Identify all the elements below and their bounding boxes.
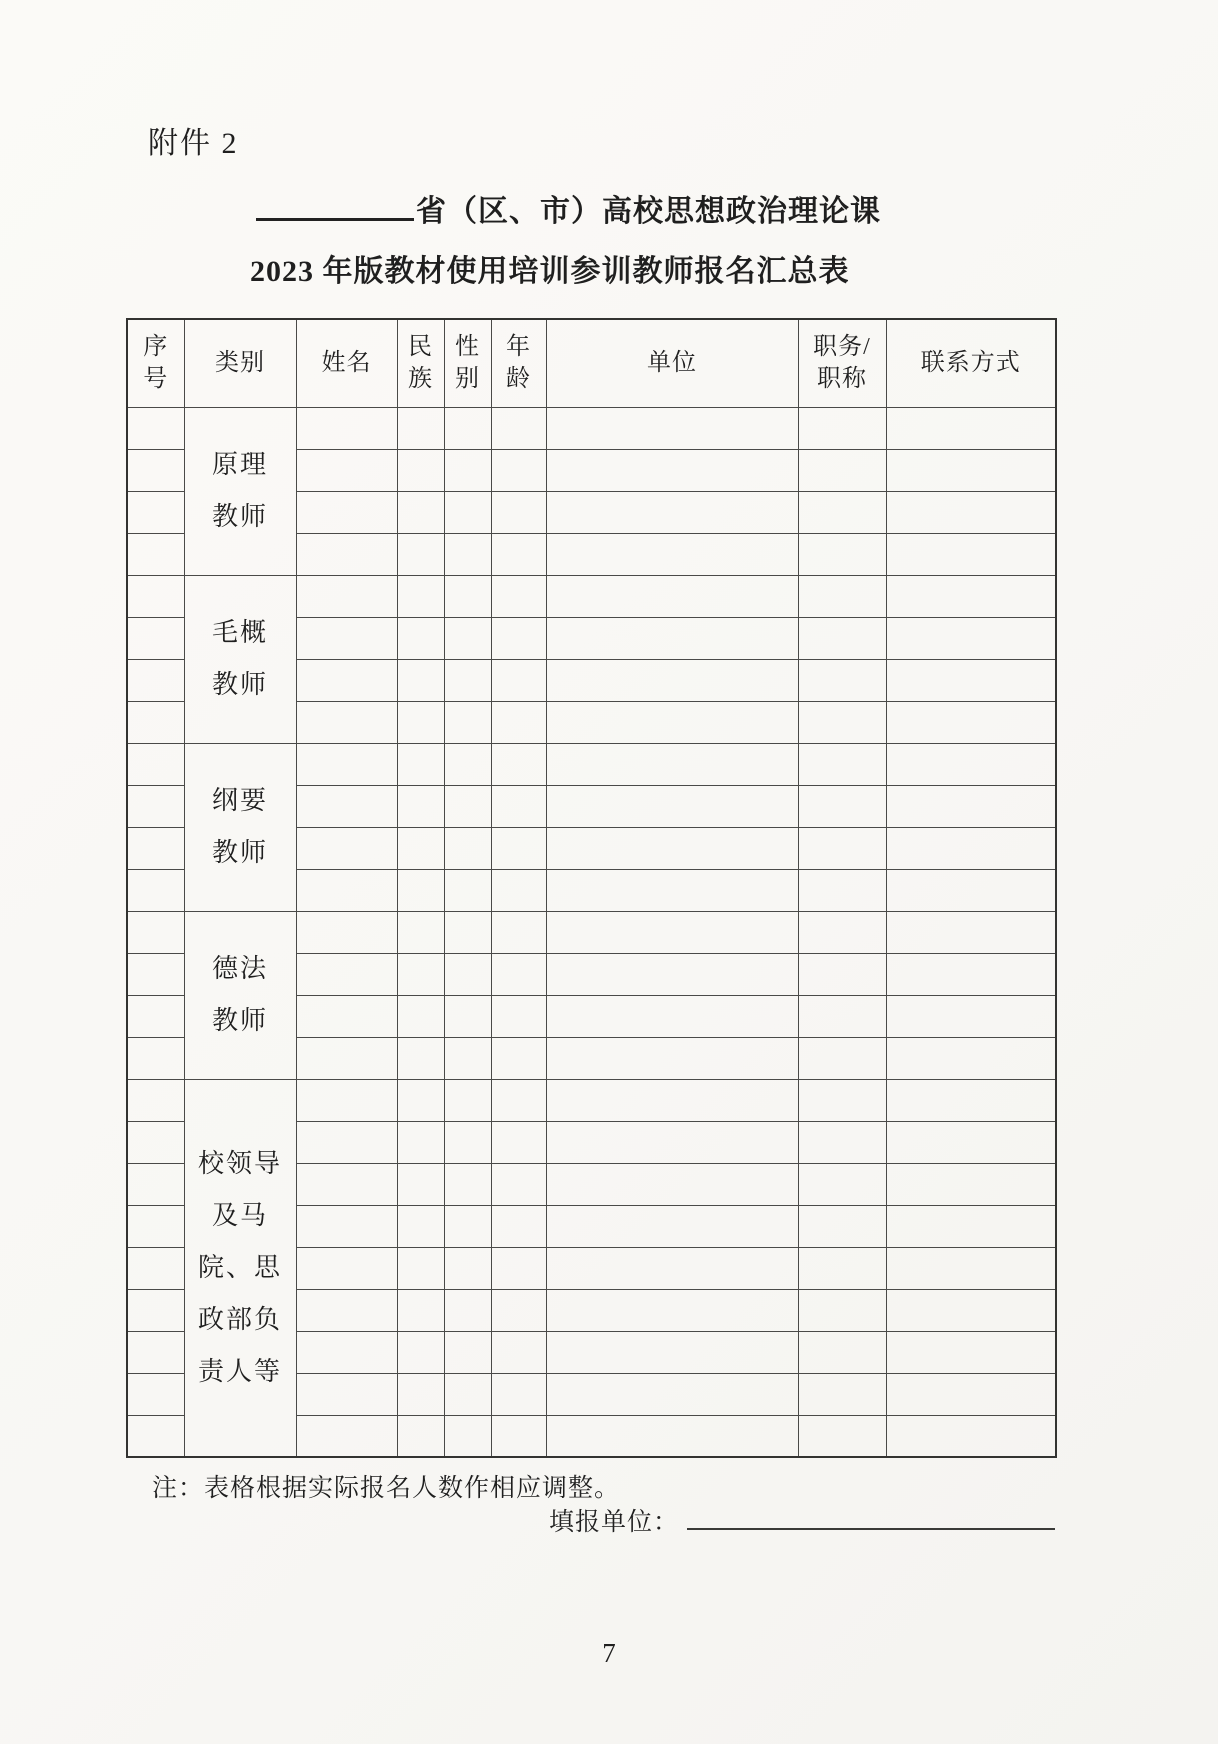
data-cell-empty: [296, 1163, 397, 1205]
data-cell-empty: [444, 1079, 491, 1121]
data-cell-empty: [886, 1163, 1056, 1205]
data-cell-empty: [491, 1331, 546, 1373]
data-cell-empty: [397, 995, 444, 1037]
category-label-line: 教师: [211, 502, 268, 531]
header-text: 姓名: [321, 350, 372, 377]
data-cell-empty: [296, 617, 397, 659]
seq-cell-empty: [127, 911, 184, 953]
data-cell-empty: [296, 1373, 397, 1415]
category-label-line: 校领导: [197, 1148, 282, 1178]
header-text: 类别: [215, 350, 265, 377]
data-cell-empty: [886, 449, 1056, 491]
data-cell-empty: [444, 1373, 491, 1415]
data-cell-empty: [798, 1289, 886, 1331]
data-cell-empty: [546, 1037, 798, 1079]
data-cell-empty: [798, 407, 886, 449]
data-cell-empty: [397, 1163, 444, 1205]
data-cell-empty: [798, 449, 886, 491]
data-cell-empty: [397, 533, 444, 575]
category-label-line: 德法: [211, 954, 268, 983]
data-cell-empty: [886, 1247, 1056, 1289]
data-cell-empty: [798, 911, 886, 953]
data-cell-empty: [491, 953, 546, 995]
data-cell-empty: [546, 995, 798, 1037]
data-cell-empty: [491, 1205, 546, 1247]
data-cell-empty: [444, 533, 491, 575]
data-cell-empty: [444, 1415, 491, 1457]
data-cell-empty: [546, 1373, 798, 1415]
data-cell-empty: [296, 1205, 397, 1247]
data-cell-empty: [491, 659, 546, 701]
report-unit-row: [549, 1502, 1055, 1538]
data-cell-empty: [397, 1331, 444, 1373]
data-cell-empty: [546, 617, 798, 659]
category-label-line: 原理: [211, 450, 268, 479]
seq-cell-empty: [127, 1121, 184, 1163]
category-label-line: 纲要: [211, 786, 268, 815]
data-cell-empty: [886, 1373, 1056, 1415]
data-cell-empty: [444, 491, 491, 533]
data-cell-empty: [798, 785, 886, 827]
data-cell-empty: [296, 995, 397, 1037]
seq-cell-empty: [127, 1289, 184, 1331]
data-cell-empty: [491, 869, 546, 911]
header-text: 号: [143, 366, 169, 393]
data-cell-empty: [798, 1079, 886, 1121]
data-cell-empty: [397, 743, 444, 785]
col-header-position-title: [798, 319, 886, 407]
data-cell-empty: [491, 911, 546, 953]
data-cell-empty: [546, 533, 798, 575]
seq-cell-empty: [127, 575, 184, 617]
data-cell-empty: [798, 575, 886, 617]
data-cell-empty: [886, 1289, 1056, 1331]
data-cell-empty: [886, 659, 1056, 701]
data-cell-empty: [798, 491, 886, 533]
data-cell-empty: [491, 827, 546, 869]
table-note: 注：表格根据实际报名人数作相应调整。: [152, 1475, 621, 1502]
data-cell-empty: [798, 1037, 886, 1079]
data-cell-empty: [296, 953, 397, 995]
province-blank-line: [256, 188, 414, 221]
seq-cell-empty: [127, 953, 184, 995]
data-cell-empty: [444, 659, 491, 701]
data-cell-empty: [491, 449, 546, 491]
data-cell-empty: [886, 407, 1056, 449]
data-cell-empty: [491, 407, 546, 449]
data-cell-empty: [491, 533, 546, 575]
data-cell-empty: [397, 491, 444, 533]
data-cell-empty: [546, 1415, 798, 1457]
data-cell-empty: [886, 869, 1056, 911]
data-cell-empty: [546, 911, 798, 953]
data-cell-empty: [397, 911, 444, 953]
data-cell-empty: [397, 953, 444, 995]
data-cell-empty: [444, 953, 491, 995]
seq-cell-empty: [127, 701, 184, 743]
data-cell-empty: [491, 785, 546, 827]
seq-cell-empty: [127, 533, 184, 575]
data-cell-empty: [397, 575, 444, 617]
data-cell-empty: [397, 827, 444, 869]
data-cell-empty: [397, 1247, 444, 1289]
data-cell-empty: [397, 1415, 444, 1457]
data-cell-empty: [798, 827, 886, 869]
header-row: [127, 319, 1056, 407]
data-cell-empty: [444, 911, 491, 953]
data-cell-empty: [296, 1121, 397, 1163]
data-cell-empty: [546, 953, 798, 995]
table-row: [127, 407, 1056, 449]
table-row: [127, 575, 1056, 617]
header-text: 联系方式: [920, 350, 1021, 377]
data-cell-empty: [491, 1121, 546, 1163]
table-body: [127, 407, 1056, 1457]
data-cell-empty: [296, 701, 397, 743]
data-cell-empty: [444, 743, 491, 785]
data-cell-empty: [886, 617, 1056, 659]
data-cell-empty: [886, 1331, 1056, 1373]
seq-cell-empty: [127, 1415, 184, 1457]
data-cell-empty: [546, 785, 798, 827]
data-cell-empty: [886, 1037, 1056, 1079]
data-cell-empty: [886, 575, 1056, 617]
data-cell-empty: [546, 659, 798, 701]
data-cell-empty: [491, 1163, 546, 1205]
data-cell-empty: [886, 827, 1056, 869]
seq-cell-empty: [127, 449, 184, 491]
category-label-line: 教师: [211, 838, 268, 867]
data-cell-empty: [296, 1289, 397, 1331]
data-cell-empty: [296, 533, 397, 575]
form-title-line1: [256, 186, 881, 230]
data-cell-empty: [397, 1121, 444, 1163]
seq-cell-empty: [127, 1037, 184, 1079]
data-cell-empty: [397, 407, 444, 449]
seq-cell-empty: [127, 1331, 184, 1373]
data-cell-empty: [546, 869, 798, 911]
col-header-seq: [127, 319, 184, 407]
data-cell-empty: [798, 701, 886, 743]
data-cell-empty: [491, 575, 546, 617]
seq-cell-empty: [127, 491, 184, 533]
data-cell-empty: [296, 1247, 397, 1289]
header-text: 职称: [817, 366, 867, 393]
seq-cell-empty: [127, 1205, 184, 1247]
data-cell-empty: [397, 869, 444, 911]
header-text: 职务/: [813, 334, 871, 361]
data-cell-empty: [798, 659, 886, 701]
form-title-line2: 2023 年版教材使用培训参训教师报名汇总表: [250, 255, 850, 288]
data-cell-empty: [546, 1163, 798, 1205]
seq-cell-empty: [127, 869, 184, 911]
report-unit-blank-line: [687, 1503, 1055, 1530]
data-cell-empty: [397, 617, 444, 659]
data-cell-empty: [444, 1331, 491, 1373]
seq-cell-empty: [127, 743, 184, 785]
data-cell-empty: [444, 449, 491, 491]
data-cell-empty: [798, 1163, 886, 1205]
category-cell: [184, 1079, 296, 1457]
data-cell-empty: [491, 1079, 546, 1121]
category-label-line: 责人等: [197, 1356, 282, 1386]
category-label-line: 毛概: [211, 618, 268, 647]
header-text: 别: [455, 366, 480, 393]
data-cell-empty: [296, 785, 397, 827]
data-cell-empty: [296, 869, 397, 911]
data-cell-empty: [296, 743, 397, 785]
data-cell-empty: [546, 701, 798, 743]
data-cell-empty: [491, 1415, 546, 1457]
data-cell-empty: [491, 1247, 546, 1289]
data-cell-empty: [397, 701, 444, 743]
category-label-line: 教师: [211, 670, 268, 699]
data-cell-empty: [397, 1373, 444, 1415]
data-cell-empty: [798, 533, 886, 575]
page-number: 7: [602, 1638, 616, 1668]
seq-cell-empty: [127, 1079, 184, 1121]
data-cell-empty: [546, 491, 798, 533]
data-cell-empty: [397, 449, 444, 491]
data-cell-empty: [886, 1205, 1056, 1247]
category-label-line: 教师: [211, 1006, 268, 1035]
seq-cell-empty: [127, 1373, 184, 1415]
report-unit-label: 填报单位：: [549, 1509, 680, 1536]
data-cell-empty: [444, 1247, 491, 1289]
data-cell-empty: [296, 1415, 397, 1457]
data-cell-empty: [296, 1037, 397, 1079]
col-header-ethnicity: [397, 319, 444, 407]
header-text: 族: [408, 366, 433, 393]
data-cell-empty: [546, 1121, 798, 1163]
data-cell-empty: [798, 617, 886, 659]
header-text: 性: [455, 334, 480, 361]
data-cell-empty: [798, 1247, 886, 1289]
data-cell-empty: [397, 1205, 444, 1247]
seq-cell-empty: [127, 659, 184, 701]
data-cell-empty: [444, 617, 491, 659]
data-cell-empty: [886, 1079, 1056, 1121]
header-text: 龄: [506, 366, 531, 393]
data-cell-empty: [444, 1121, 491, 1163]
data-cell-empty: [444, 827, 491, 869]
data-cell-empty: [798, 1373, 886, 1415]
data-cell-empty: [491, 491, 546, 533]
data-cell-empty: [444, 869, 491, 911]
data-cell-empty: [886, 785, 1056, 827]
data-cell-empty: [444, 1289, 491, 1331]
data-cell-empty: [296, 407, 397, 449]
data-cell-empty: [546, 575, 798, 617]
data-cell-empty: [546, 1079, 798, 1121]
data-cell-empty: [491, 701, 546, 743]
data-cell-empty: [444, 995, 491, 1037]
data-cell-empty: [886, 491, 1056, 533]
data-cell-empty: [296, 911, 397, 953]
data-cell-empty: [798, 743, 886, 785]
category-label-line: 政部负: [197, 1304, 282, 1334]
header-text: 民: [408, 334, 433, 361]
data-cell-empty: [444, 701, 491, 743]
col-header-unit: [546, 319, 798, 407]
data-cell-empty: [546, 827, 798, 869]
data-cell-empty: [397, 1289, 444, 1331]
col-header-age: [491, 319, 546, 407]
registration-table: [126, 318, 1057, 1458]
data-cell-empty: [546, 1247, 798, 1289]
seq-cell-empty: [127, 1247, 184, 1289]
header-text: 序: [143, 334, 169, 361]
data-cell-empty: [296, 827, 397, 869]
data-cell-empty: [397, 785, 444, 827]
data-cell-empty: [546, 1205, 798, 1247]
data-cell-empty: [397, 1037, 444, 1079]
seq-cell-empty: [127, 995, 184, 1037]
seq-cell-empty: [127, 1163, 184, 1205]
data-cell-empty: [546, 449, 798, 491]
category-label-line: 院、思: [197, 1252, 282, 1282]
data-cell-empty: [296, 659, 397, 701]
data-cell-empty: [444, 1163, 491, 1205]
data-cell-empty: [798, 953, 886, 995]
data-cell-empty: [397, 659, 444, 701]
data-cell-empty: [798, 869, 886, 911]
data-cell-empty: [296, 575, 397, 617]
category-cell: [184, 407, 296, 575]
data-cell-empty: [546, 407, 798, 449]
data-cell-empty: [491, 743, 546, 785]
data-cell-empty: [296, 1079, 397, 1121]
seq-cell-empty: [127, 827, 184, 869]
data-cell-empty: [397, 1079, 444, 1121]
data-cell-empty: [886, 911, 1056, 953]
header-text: 年: [506, 334, 531, 361]
data-cell-empty: [444, 407, 491, 449]
header-text: 单位: [647, 350, 697, 377]
attachment-label: 附件 2: [148, 127, 239, 160]
seq-cell-empty: [127, 407, 184, 449]
data-cell-empty: [798, 1205, 886, 1247]
data-cell-empty: [296, 1331, 397, 1373]
data-cell-empty: [886, 743, 1056, 785]
data-cell-empty: [886, 1415, 1056, 1457]
data-cell-empty: [886, 533, 1056, 575]
data-cell-empty: [444, 1037, 491, 1079]
data-cell-empty: [491, 995, 546, 1037]
seq-cell-empty: [127, 785, 184, 827]
category-cell: [184, 911, 296, 1079]
data-cell-empty: [886, 953, 1056, 995]
data-cell-empty: [444, 1205, 491, 1247]
data-cell-empty: [491, 1037, 546, 1079]
data-cell-empty: [491, 1373, 546, 1415]
data-cell-empty: [798, 1121, 886, 1163]
data-cell-empty: [491, 617, 546, 659]
col-header-category: [184, 319, 296, 407]
data-cell-empty: [798, 995, 886, 1037]
table-row: [127, 1079, 1056, 1121]
form-title-line1-text: 省（区、市）高校思想政治理论课: [416, 195, 881, 228]
category-label-line: 及马: [211, 1200, 268, 1230]
data-cell-empty: [546, 1289, 798, 1331]
data-cell-empty: [546, 743, 798, 785]
col-header-contact: [886, 319, 1056, 407]
data-cell-empty: [491, 1289, 546, 1331]
table-row: [127, 743, 1056, 785]
seq-cell-empty: [127, 617, 184, 659]
data-cell-empty: [886, 1121, 1056, 1163]
col-header-gender: [444, 319, 491, 407]
col-header-name: [296, 319, 397, 407]
category-cell: [184, 743, 296, 911]
data-cell-empty: [886, 995, 1056, 1037]
data-cell-empty: [444, 785, 491, 827]
data-cell-empty: [798, 1415, 886, 1457]
table-row: [127, 911, 1056, 953]
data-cell-empty: [886, 701, 1056, 743]
category-cell: [184, 575, 296, 743]
data-cell-empty: [444, 575, 491, 617]
data-cell-empty: [296, 491, 397, 533]
data-cell-empty: [546, 1331, 798, 1373]
data-cell-empty: [296, 449, 397, 491]
data-cell-empty: [798, 1331, 886, 1373]
